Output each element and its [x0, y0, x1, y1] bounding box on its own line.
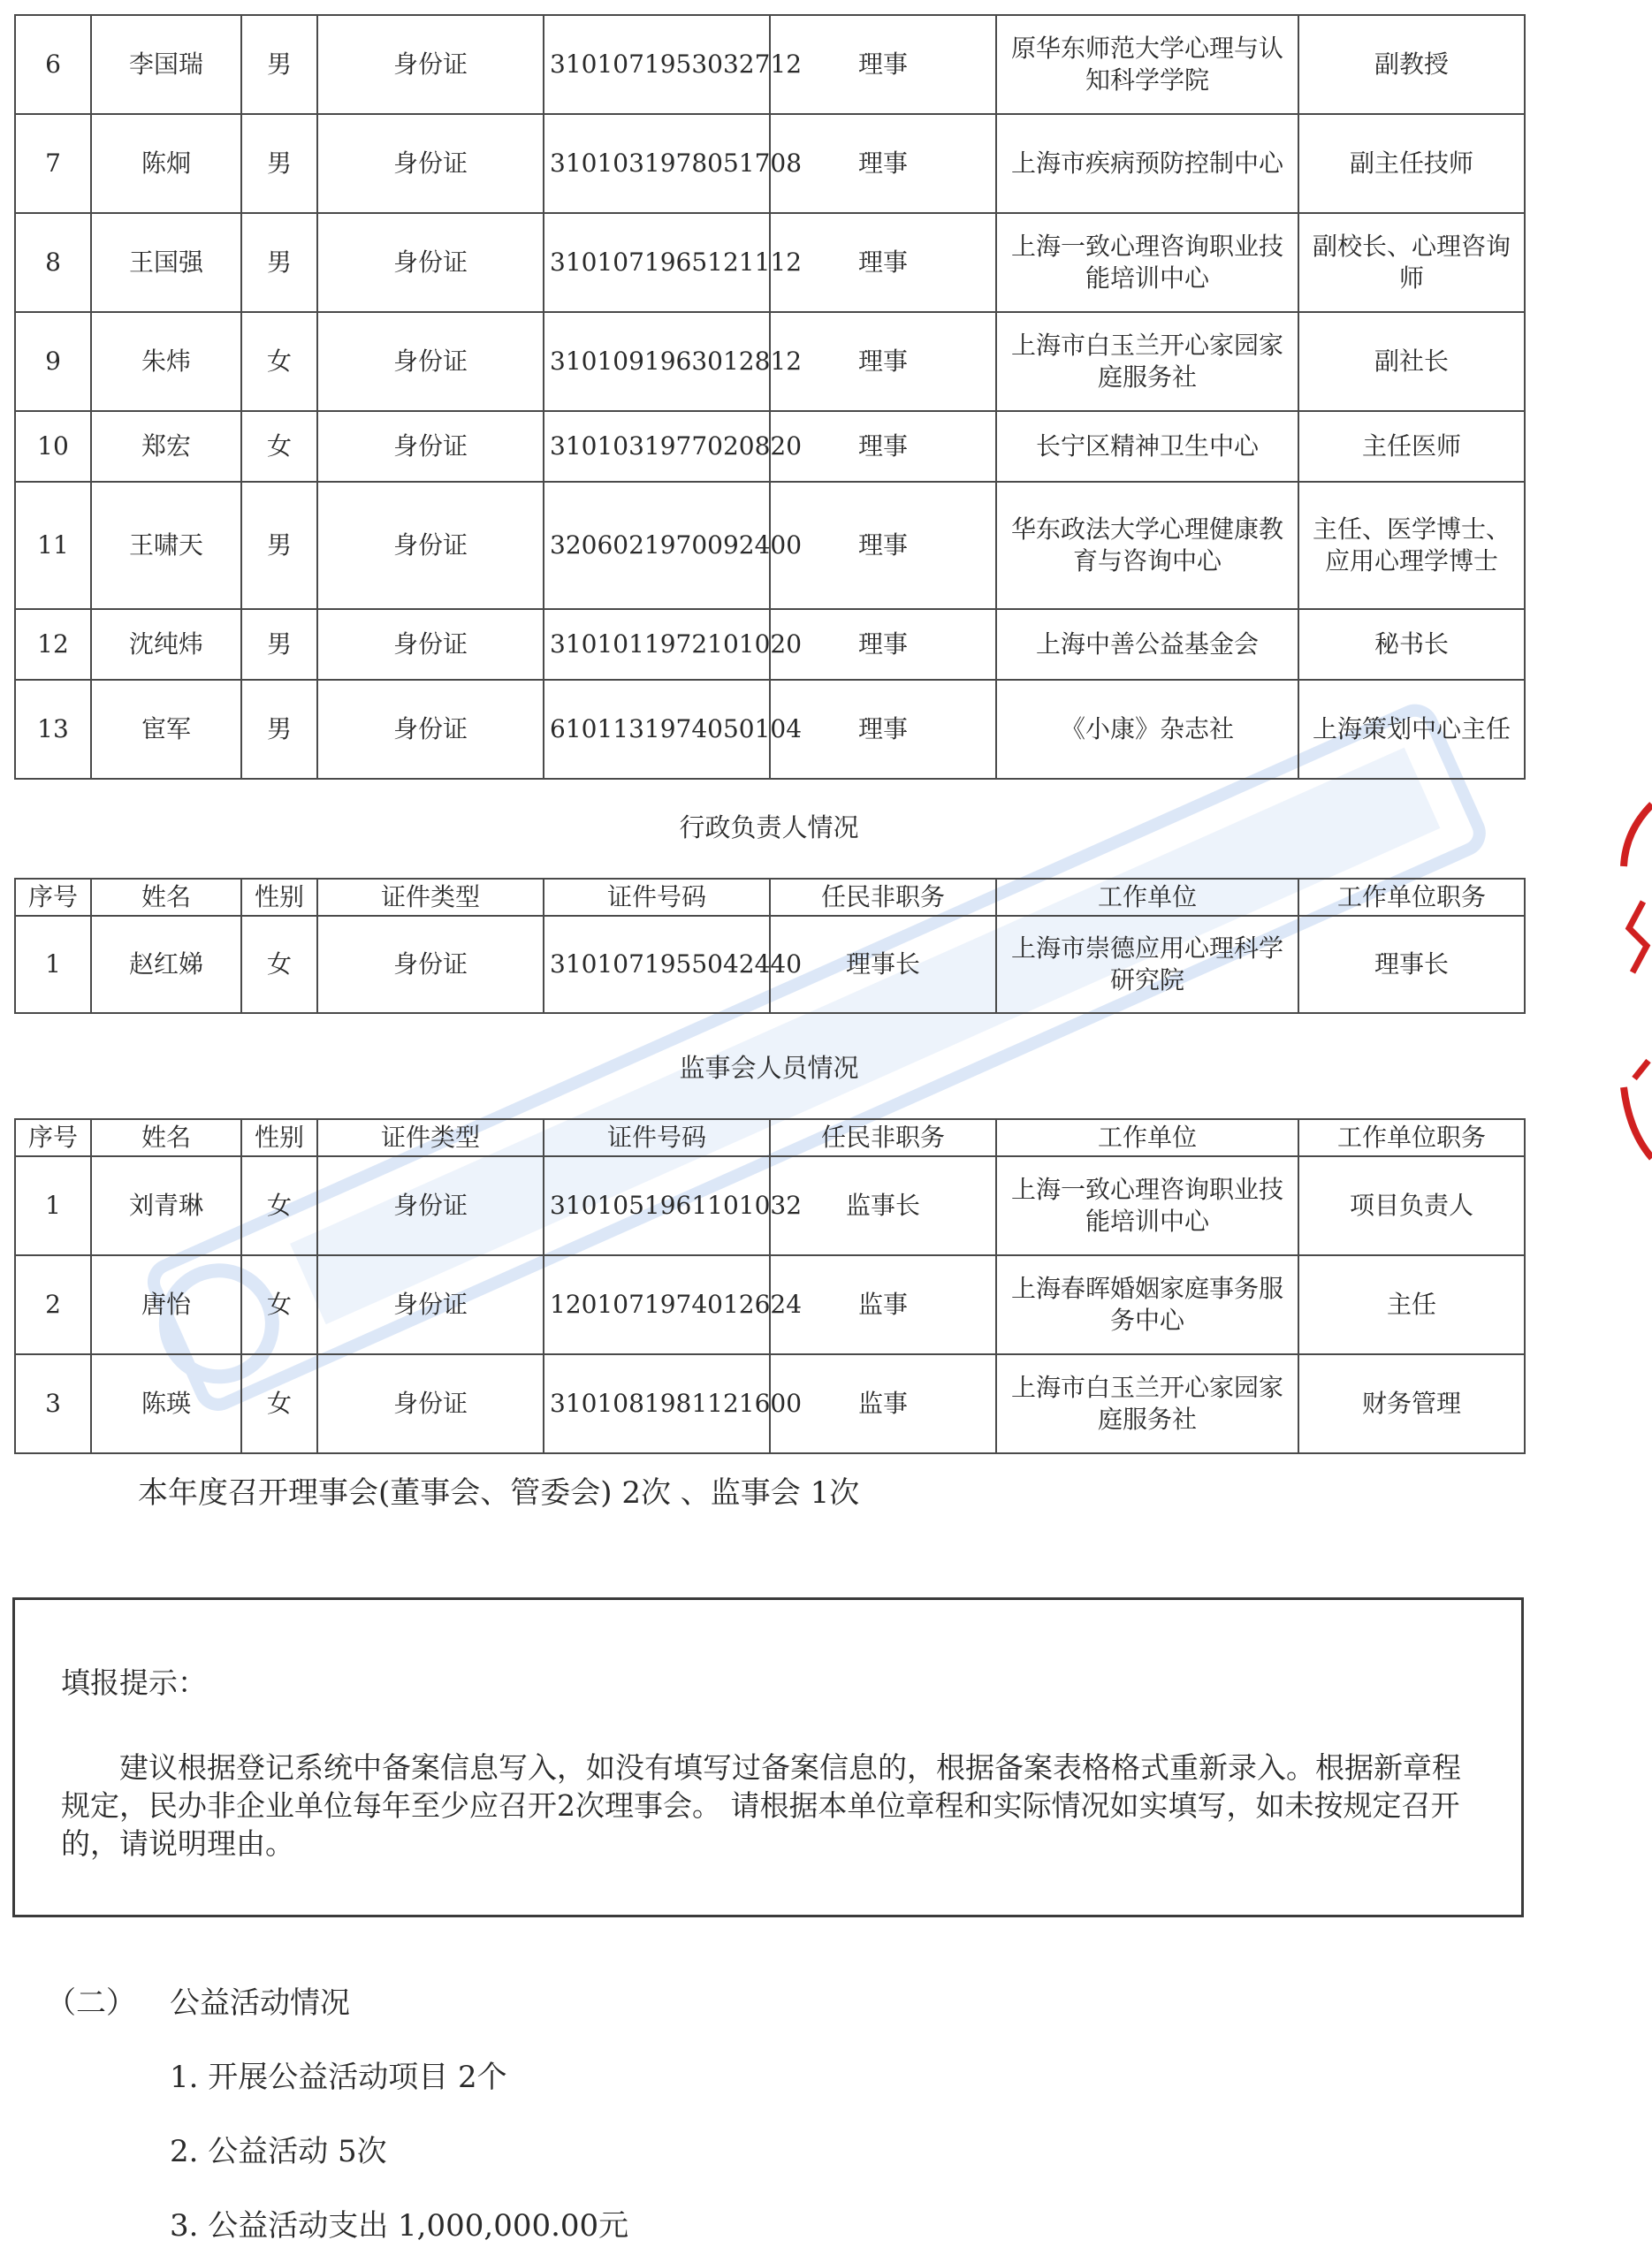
work-unit: 上海中善公益基金会 — [996, 609, 1298, 680]
work-unit: 《小康》杂志社 — [996, 680, 1298, 779]
admin-head-rows — [15, 916, 1525, 1013]
id-number: 1201071974012624 — [544, 1255, 770, 1354]
member-name: 王国强 — [91, 213, 241, 312]
member-gender: 女 — [241, 411, 317, 482]
member-name: 刘青琳 — [91, 1156, 241, 1255]
work-unit: 上海一致心理咨询职业技能培训中心 — [996, 213, 1298, 312]
admin-table-header — [15, 879, 1525, 916]
column-header: 任民非职务 — [770, 1119, 996, 1156]
member-gender: 女 — [241, 1156, 317, 1255]
row-number: 6 — [15, 15, 91, 114]
org-role: 理事长 — [770, 916, 996, 1013]
column-header: 性别 — [241, 879, 317, 916]
column-header: 证件号码 — [544, 1119, 770, 1156]
work-position: 副社长 — [1298, 312, 1525, 411]
row-number: 7 — [15, 114, 91, 213]
work-unit: 上海市疾病预防控制中心 — [996, 114, 1298, 213]
column-header: 工作单位职务 — [1298, 1119, 1525, 1156]
work-position: 副校长、心理咨询师 — [1298, 213, 1525, 312]
org-role: 监事长 — [770, 1156, 996, 1255]
hint-body: 建议根据登记系统中备案信息写入，如没有填写过备案信息的，根据备案表格格式重新录入。根据新章程规定，民办非企业单位每年至少应召开2次理事会。 请根据本单位章程和实际情况如实填写，如未按规定召开的，请说明理由。 — [61, 1750, 1461, 1861]
id-number: 6101131974050104 — [544, 680, 770, 779]
member-name: 王啸天 — [91, 482, 241, 609]
column-header: 证件类型 — [317, 879, 544, 916]
row-number: 8 — [15, 213, 91, 312]
member-gender: 女 — [241, 1354, 317, 1453]
row-number: 2 — [15, 1255, 91, 1354]
row-number: 3 — [15, 1354, 91, 1453]
activity-item: 1. 开展公益活动项目 2个 — [170, 2060, 507, 2095]
id-type: 身份证 — [317, 114, 544, 213]
org-role: 理事 — [770, 312, 996, 411]
id-type: 身份证 — [317, 213, 544, 312]
admin-section-title: 行政负责人情况 — [679, 812, 859, 842]
activity-item: 3. 公益活动支出 1,000,000.00元 — [170, 2208, 629, 2244]
work-position: 主任医师 — [1298, 411, 1525, 482]
org-role: 理事 — [770, 114, 996, 213]
member-name: 陈瑛 — [91, 1354, 241, 1453]
member-gender: 女 — [241, 312, 317, 411]
id-number: 3101031977020820 — [544, 411, 770, 482]
id-type: 身份证 — [317, 609, 544, 680]
table-row — [15, 15, 1525, 114]
board-members-rows — [15, 15, 1525, 779]
member-name: 宦军 — [91, 680, 241, 779]
work-position: 理事长 — [1298, 916, 1525, 1013]
board-members-table — [14, 14, 1526, 780]
member-gender: 男 — [241, 680, 317, 779]
table-row — [15, 1156, 1525, 1255]
column-header: 证件号码 — [544, 879, 770, 916]
table-row — [15, 916, 1525, 1013]
section-number: （二） — [46, 1985, 136, 2021]
work-unit: 上海市白玉兰开心家园家庭服务社 — [996, 312, 1298, 411]
column-header: 序号 — [15, 1119, 91, 1156]
column-header: 姓名 — [91, 1119, 241, 1156]
column-header: 工作单位 — [996, 1119, 1298, 1156]
work-position: 秘书长 — [1298, 609, 1525, 680]
work-unit: 原华东师范大学心理与认知科学学院 — [996, 15, 1298, 114]
member-name: 郑宏 — [91, 411, 241, 482]
id-type: 身份证 — [317, 916, 544, 1013]
supervisor-section-title: 监事会人员情况 — [679, 1053, 859, 1083]
work-position: 主任 — [1298, 1255, 1525, 1354]
row-number: 13 — [15, 680, 91, 779]
id-number: 3101091963012812 — [544, 312, 770, 411]
id-number: 3101051961101032 — [544, 1156, 770, 1255]
work-position: 财务管理 — [1298, 1354, 1525, 1453]
work-unit: 华东政法大学心理健康教育与咨询中心 — [996, 482, 1298, 609]
org-role: 监事 — [770, 1354, 996, 1453]
member-name: 李国瑞 — [91, 15, 241, 114]
id-type: 身份证 — [317, 482, 544, 609]
work-position: 主任、医学博士、应用心理学博士 — [1298, 482, 1525, 609]
member-gender: 男 — [241, 482, 317, 609]
supervisor-table-header — [15, 1119, 1525, 1156]
org-role: 理事 — [770, 213, 996, 312]
member-gender: 男 — [241, 15, 317, 114]
table-row — [15, 609, 1525, 680]
admin-head-table — [14, 878, 1526, 1014]
member-gender: 男 — [241, 609, 317, 680]
column-header: 性别 — [241, 1119, 317, 1156]
member-gender: 男 — [241, 213, 317, 312]
org-role: 理事 — [770, 411, 996, 482]
filing-hint-box — [12, 1597, 1524, 1917]
row-number: 1 — [15, 1156, 91, 1255]
work-unit: 上海市白玉兰开心家园家庭服务社 — [996, 1354, 1298, 1453]
member-name: 唐怡 — [91, 1255, 241, 1354]
column-header: 证件类型 — [317, 1119, 544, 1156]
work-unit: 上海春晖婚姻家庭事务服务中心 — [996, 1255, 1298, 1354]
member-gender: 女 — [241, 916, 317, 1013]
seal-stamp-fragment — [1617, 796, 1652, 1167]
column-header: 姓名 — [91, 879, 241, 916]
id-type: 身份证 — [317, 15, 544, 114]
org-role: 监事 — [770, 1255, 996, 1354]
id-type: 身份证 — [317, 312, 544, 411]
activity-item: 2. 公益活动 5次 — [170, 2134, 387, 2169]
supervisory-board-table — [14, 1118, 1526, 1454]
id-number: 3206021970092400 — [544, 482, 770, 609]
id-number: 3101081981121600 — [544, 1354, 770, 1453]
id-type: 身份证 — [317, 1156, 544, 1255]
member-gender: 女 — [241, 1255, 317, 1354]
table-row — [15, 411, 1525, 482]
table-row — [15, 482, 1525, 609]
member-name: 陈炯 — [91, 114, 241, 213]
column-header: 序号 — [15, 879, 91, 916]
org-role: 理事 — [770, 482, 996, 609]
table-row — [15, 213, 1525, 312]
table-row — [15, 680, 1525, 779]
column-header: 工作单位职务 — [1298, 879, 1525, 916]
id-number: 3101071955042440 — [544, 916, 770, 1013]
column-header: 任民非职务 — [770, 879, 996, 916]
member-gender: 男 — [241, 114, 317, 213]
id-type: 身份证 — [317, 411, 544, 482]
org-role: 理事 — [770, 15, 996, 114]
table-row — [15, 312, 1525, 411]
table-row — [15, 1255, 1525, 1354]
id-type: 身份证 — [317, 1354, 544, 1453]
id-type: 身份证 — [317, 1255, 544, 1354]
row-number: 10 — [15, 411, 91, 482]
work-position: 副教授 — [1298, 15, 1525, 114]
row-number: 12 — [15, 609, 91, 680]
org-role: 理事 — [770, 609, 996, 680]
row-number: 1 — [15, 916, 91, 1013]
member-name: 沈纯炜 — [91, 609, 241, 680]
table-row — [15, 114, 1525, 213]
id-number: 3101071953032712 — [544, 15, 770, 114]
work-unit: 上海市崇德应用心理科学研究院 — [996, 916, 1298, 1013]
work-position: 上海策划中心主任 — [1298, 680, 1525, 779]
row-number: 11 — [15, 482, 91, 609]
id-number: 3101071965121112 — [544, 213, 770, 312]
supervisory-board-rows — [15, 1156, 1525, 1453]
column-header: 工作单位 — [996, 879, 1298, 916]
work-unit: 长宁区精神卫生中心 — [996, 411, 1298, 482]
row-number: 9 — [15, 312, 91, 411]
section-heading: 公益活动情况 — [170, 1985, 350, 2021]
id-type: 身份证 — [317, 680, 544, 779]
hint-title: 填报提示： — [61, 1665, 207, 1700]
work-position: 副主任技师 — [1298, 114, 1525, 213]
work-unit: 上海一致心理咨询职业技能培训中心 — [996, 1156, 1298, 1255]
id-number: 3101011972101020 — [544, 609, 770, 680]
id-number: 3101031978051708 — [544, 114, 770, 213]
table-row — [15, 1354, 1525, 1453]
member-name: 赵红娣 — [91, 916, 241, 1013]
org-role: 理事 — [770, 680, 996, 779]
member-name: 朱炜 — [91, 312, 241, 411]
meeting-count-line: 本年度召开理事会(董事会、管委会) 2次 、监事会 1次 — [138, 1475, 860, 1511]
work-position: 项目负责人 — [1298, 1156, 1525, 1255]
